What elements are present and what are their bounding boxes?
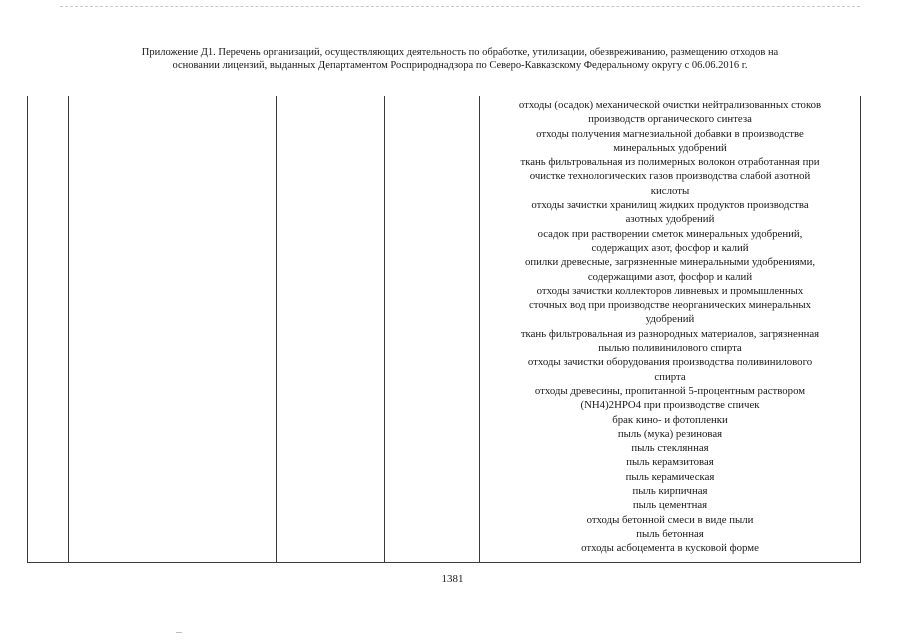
list-item: минеральных удобрений (613, 141, 727, 154)
header-line-1: Приложение Д1. Перечень организаций, осуществляющих деятельность по обработке, утилизации, обезвреживанию, размещению отходов на (141, 47, 779, 58)
cell-waste-types (480, 96, 861, 563)
cell-organization (69, 96, 277, 563)
list-item: содержащих азот, фосфор и калий (591, 241, 749, 254)
list-item: отходы (осадок) механической очистки нейтрализованных стоков (518, 99, 822, 111)
scan-artifact (176, 632, 182, 633)
list-item: удобрений (645, 313, 695, 326)
cell-license (277, 96, 385, 563)
cell-activity (385, 96, 480, 563)
list-item: очистке технологических газов производства слабой азотной (529, 170, 811, 183)
list-item: содержащими азот, фосфор и калий (587, 270, 753, 283)
page-number: 1381 (441, 573, 464, 585)
list-item: пыль (мука) резиновая (617, 427, 723, 440)
list-item: пыль цементная (632, 499, 708, 512)
list-item: пыль керамзитовая (626, 456, 714, 469)
list-item: брак кино- и фотопленки (612, 413, 728, 426)
list-item: пыль керамическая (625, 470, 715, 483)
list-item: отходы получения магнезиальной добавки в производстве (536, 127, 804, 140)
list-item: ткань фильтровальная из полимерных волокон отработанная при (520, 156, 820, 169)
list-item: отходы древесины, пропитанной 5-процентным раствором (534, 384, 806, 397)
list-item: производств органического синтеза (588, 113, 752, 126)
scan-edge-marks (60, 6, 860, 9)
list-item: отходы бетонной смеси в виде пыли (586, 513, 754, 526)
list-item: пылью поливинилового спирта (598, 342, 742, 355)
list-item: (NH4)2HPO4 при производстве спичек (580, 399, 760, 412)
list-item: отходы зачистки хранилищ жидких продуктов производства (531, 199, 809, 212)
list-item: пыль стеклянная (631, 442, 709, 455)
appendix-header (80, 46, 840, 72)
organizations-table (27, 96, 861, 563)
cell-number (28, 96, 69, 563)
list-item: отходы асбоцемента в кусковой форме (581, 542, 759, 555)
list-item: осадок при растворении сметок минеральных удобрений, (537, 227, 803, 240)
list-item: азотных удобрений (625, 213, 715, 226)
list-item: спирта (654, 370, 686, 383)
list-item: пыль кирпичная (632, 485, 708, 498)
list-item: ткань фильтровальная из разнородных материалов, загрязненная (520, 327, 820, 340)
header-line-2: основании лицензий, выданных Департаментом Росприроднадзора по Северо-Кавказскому Федеральному округу с 06.06.2016 г. (172, 60, 748, 71)
table-row (28, 96, 861, 563)
list-item: отходы зачистки коллекторов ливневых и промышленных (536, 284, 804, 297)
list-item: пыль бетонная (636, 527, 704, 540)
list-item: сточных вод при производстве неорганических минеральных (528, 299, 812, 312)
list-item: опилки древесные, загрязненные минеральными удобрениями, (524, 256, 816, 269)
waste-type-list (480, 96, 860, 556)
list-item: отходы зачистки оборудования производства поливинилового (527, 356, 813, 369)
list-item: кислоты (650, 184, 690, 197)
